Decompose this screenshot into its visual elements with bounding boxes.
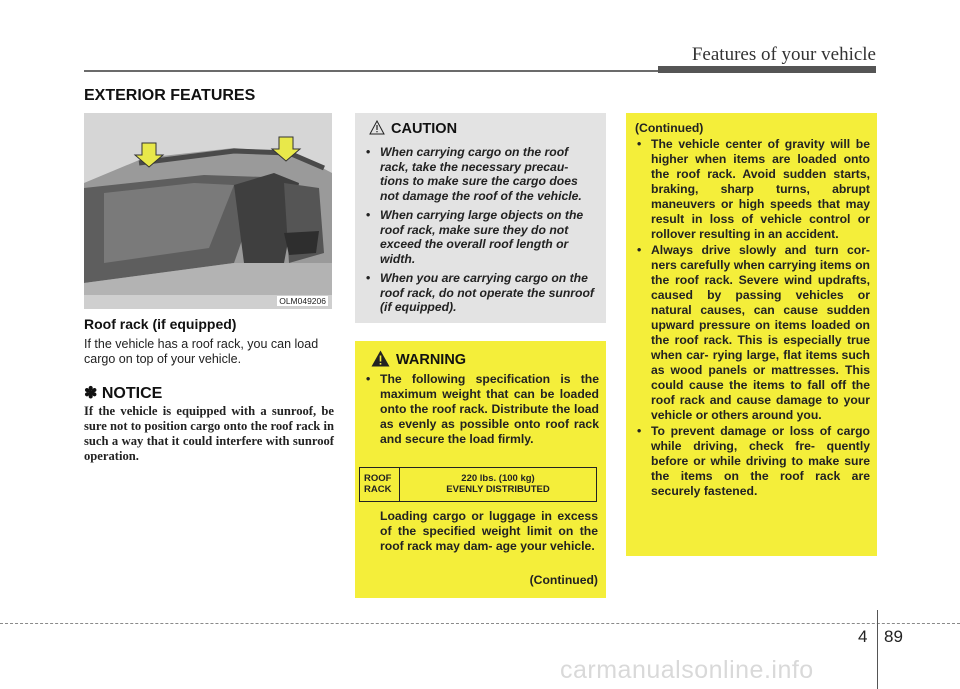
running-header: Features of your vehicle xyxy=(691,44,876,65)
warning-list-continued xyxy=(632,137,870,500)
continued-label: (Continued) xyxy=(529,573,598,587)
caution-heading xyxy=(369,120,457,137)
roof-rack-spec-table xyxy=(359,467,597,502)
caution-item: • When carrying large objects on the roof rack, make sure they do not exceed the overall roof length or width. xyxy=(361,208,599,266)
warning-continued-text: Loading cargo or luggage in excess of the specified weight limit on the roof rack may dam- age your vehicle. xyxy=(380,509,598,553)
warning-item: • The vehicle center of gravity will be higher when items are loaded onto the roof rack. Avoid sudden starts, braking, sharp turns, abrupt maneuvers or high speeds that may result in loss of vehicle control or rollover resulting in an accident. xyxy=(632,137,870,242)
figure-code: OLM049206 xyxy=(279,296,326,306)
roof-rack-heading: Roof rack (if equipped) xyxy=(84,316,237,332)
warning-item: • Always drive slowly and turn cor- ners carefully when carrying items on the roof rack. Severe wind updrafts, caused by passing vehicles or natural causes, can cause sudden upward pressure on items loaded on the roof rack. This is especially true when car- rying large, flat items such as wood panels or mattresses. This could cause the items to fall off the roof rack and cause damage to your vehicle or others around you. xyxy=(632,243,870,423)
roof-rack-photo xyxy=(84,113,332,309)
spec-label-cell xyxy=(360,468,400,501)
warning-box xyxy=(355,341,606,598)
spec-value-line: EVENLY DISTRIBUTED xyxy=(446,484,550,495)
spec-value-cell xyxy=(400,468,596,501)
page-number: 89 xyxy=(884,627,903,646)
caution-title: CAUTION xyxy=(391,121,458,137)
roof-rack-body: If the vehicle has a roof rack, you can load cargo on top of your vehicle. xyxy=(84,337,319,366)
warning-heading xyxy=(371,350,466,368)
caution-box xyxy=(355,113,606,323)
caution-item: • When you are carrying cargo on the roof rack, do not operate the sunroof (if equipped). xyxy=(361,271,599,315)
spec-label-line: RACK xyxy=(364,484,392,495)
warning-item: • To prevent damage or loss of cargo while driving, check fre- quently before or while driving to make sure the items on the roof rack are securely fastened. xyxy=(632,424,870,499)
arrow-down-icon xyxy=(135,143,163,167)
spec-value-line: 220 lbs. (100 kg) xyxy=(461,473,535,484)
spec-label-line: ROOF xyxy=(364,473,392,484)
section-title: EXTERIOR FEATURES xyxy=(84,87,256,104)
watermark: carmanualsonline.info xyxy=(560,656,814,684)
arrow-icons xyxy=(84,113,332,309)
arrow-down-icon xyxy=(272,137,300,161)
continued-label: (Continued) xyxy=(635,121,704,135)
caution-list xyxy=(361,145,599,320)
footer-rule xyxy=(0,623,960,624)
warning-title: WARNING xyxy=(396,352,467,368)
warning-triangle-icon xyxy=(371,350,390,367)
chapter-number: 4 xyxy=(858,627,868,646)
warning-list xyxy=(361,372,599,447)
warning-continued-box xyxy=(626,113,877,556)
header-rule-accent xyxy=(658,66,876,73)
notice-body: If the vehicle is equipped with a sunroof, be sure not to position cargo onto the roof rack in such a way that it could interfere with sunroof operation. xyxy=(84,404,334,463)
notice-title: ✽ NOTICE xyxy=(84,385,163,402)
caution-triangle-icon xyxy=(369,120,385,135)
warning-item: • The following specification is the maximum weight that can be loaded onto the roof rack. Distribute the load as evenly as possible onto roof rack and secure the load firmly. xyxy=(361,372,599,447)
caution-item: • When carrying cargo on the roof rack, take the necessary precau- tions to make sure the cargo does not damage the roof of the vehicle. xyxy=(361,145,599,203)
footer-divider xyxy=(877,610,878,689)
